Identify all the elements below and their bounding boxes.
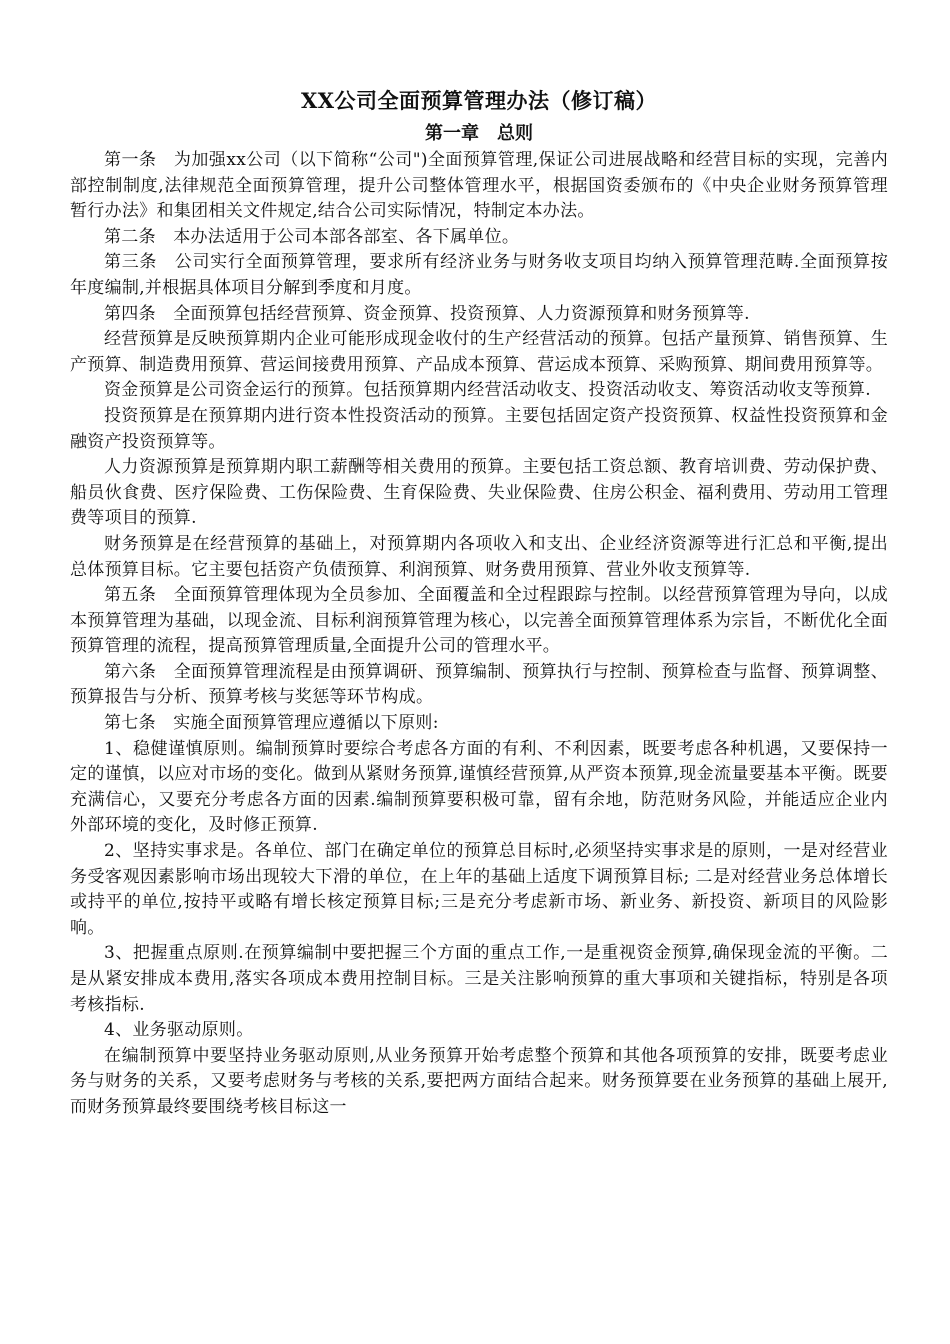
document-title: XX公司全面预算管理办法（修订稿） [300,88,658,113]
paragraph: 财务预算是在经营预算的基础上，对预算期内各项收入和支出、企业经济资源等进行汇总和平衡,提出总体预算目标。它主要包括资产负债预算、利润预算、财务费用预算、营业外收支预算等. [70,533,888,580]
document-page [70,86,888,1121]
paragraph: 第四条 全面预算包括经营预算、资金预算、投资预算、人力资源预算和财务预算等. [104,303,750,324]
paragraph: 第五条 全面预算管理体现为全员参加、全面覆盖和全过程跟踪与控制。以经营预算管理为导向，以成本预算管理为基础，以现金流、目标利润预算管理为核心，以完善全面预算管理体系为宗旨，不断优化全面预算管理的流程，提高预算管理质量,全面提升公司的管理水平。 [70,585,888,657]
paragraph: 2、坚持实事求是。各单位、部门在确定单位的预算总目标时,必须坚持实事求是的原则，一是对经营业务受客观因素影响市场出现较大下滑的单位，在上年的基础上适度下调预算目标; 二是对经营业务总体增长或持平的单位,按持平或略有增长核定预算目标;三是充分考虑新市场、新业务、新投资、新项目的风险影响。 [70,841,888,938]
paragraph: 第七条 实施全面预算管理应遵循以下原则: [104,713,439,734]
paragraph: 第一条 为加强xx公司（以下简称“公司")全面预算管理,保证公司进展战略和经营目标的实现，完善内部控制制度,法律规范全面预算管理，提升公司整体管理水平，根据国资委颁布的《中央企业财务预算管理暂行办法》和集团相关文件规定,结合公司实际情况，特制定本办法。 [70,150,888,222]
paragraph: 第三条 公司实行全面预算管理，要求所有经济业务与财务收支项目均纳入预算管理范畴.全面预算按年度编制,并根据具体项目分解到季度和月度。 [70,252,888,298]
paragraph: 人力资源预算是预算期内职工薪酬等相关费用的预算。主要包括工资总额、教育培训费、劳动保护费、船员伙食费、医疗保险费、工伤保险费、生育保险费、失业保险费、住房公积金、福利费用、劳动用工管理费等项目的预算. [70,457,888,529]
paragraph: 4、业务驱动原则。 [104,1020,254,1041]
paragraph: 在编制预算中要坚持业务驱动原则,从业务预算开始考虑整个预算和其他各项预算的安排，既要考虑业务与财务的关系，又要考虑财务与考核的关系,要把两方面结合起来。财务预算要在业务预算的基础上展开,而财务预算最终要围绕考核目标这一 [70,1045,888,1117]
paragraph: 第二条 本办法适用于公司本部各部室、各下属单位。 [104,226,520,247]
chapter-heading: 第一章 总则 [425,123,533,144]
paragraph: 3、把握重点原则.在预算编制中要把握三个方面的重点工作,一是重视资金预算,确保现金流的平衡。二是从紧安排成本费用,落实各项成本费用控制目标。三是关注影响预算的重大事项和关键指标，特别是各项考核指标. [70,943,888,1015]
paragraph: 经营预算是反映预算期内企业可能形成现金收付的生产经营活动的预算。包括产量预算、销售预算、生产预算、制造费用预算、营运间接费用预算、产品成本预算、营运成本预算、采购预算、期间费用预算等。 [70,329,888,375]
paragraph: 第六条 全面预算管理流程是由预算调研、预算编制、预算执行与控制、预算检查与监督、预算调整、预算报告与分析、预算考核与奖惩等环节构成。 [70,661,888,708]
document-body [70,148,888,1121]
paragraph: 投资预算是在预算期内进行资本性投资活动的预算。主要包括固定资产投资预算、权益性投资预算和金融资产投资预算等。 [70,405,888,452]
paragraph: 1、稳健谨慎原则。编制预算时要综合考虑各方面的有利、不利因素，既要考虑各种机遇，又要保持一定的谨慎，以应对市场的变化。做到从紧财务预算,谨慎经营预算,从严资本预算,现金流量要基本平衡。既要充满信心，又要充分考虑各方面的因素.编制预算要积极可靠，留有余地，防范财务风险，并能适应企业内外部环境的变化，及时修正预算. [70,738,888,836]
paragraph: 资金预算是公司资金运行的预算。包括预算期内经营活动收支、投资活动收支、筹资活动收支等预算. [104,380,871,401]
